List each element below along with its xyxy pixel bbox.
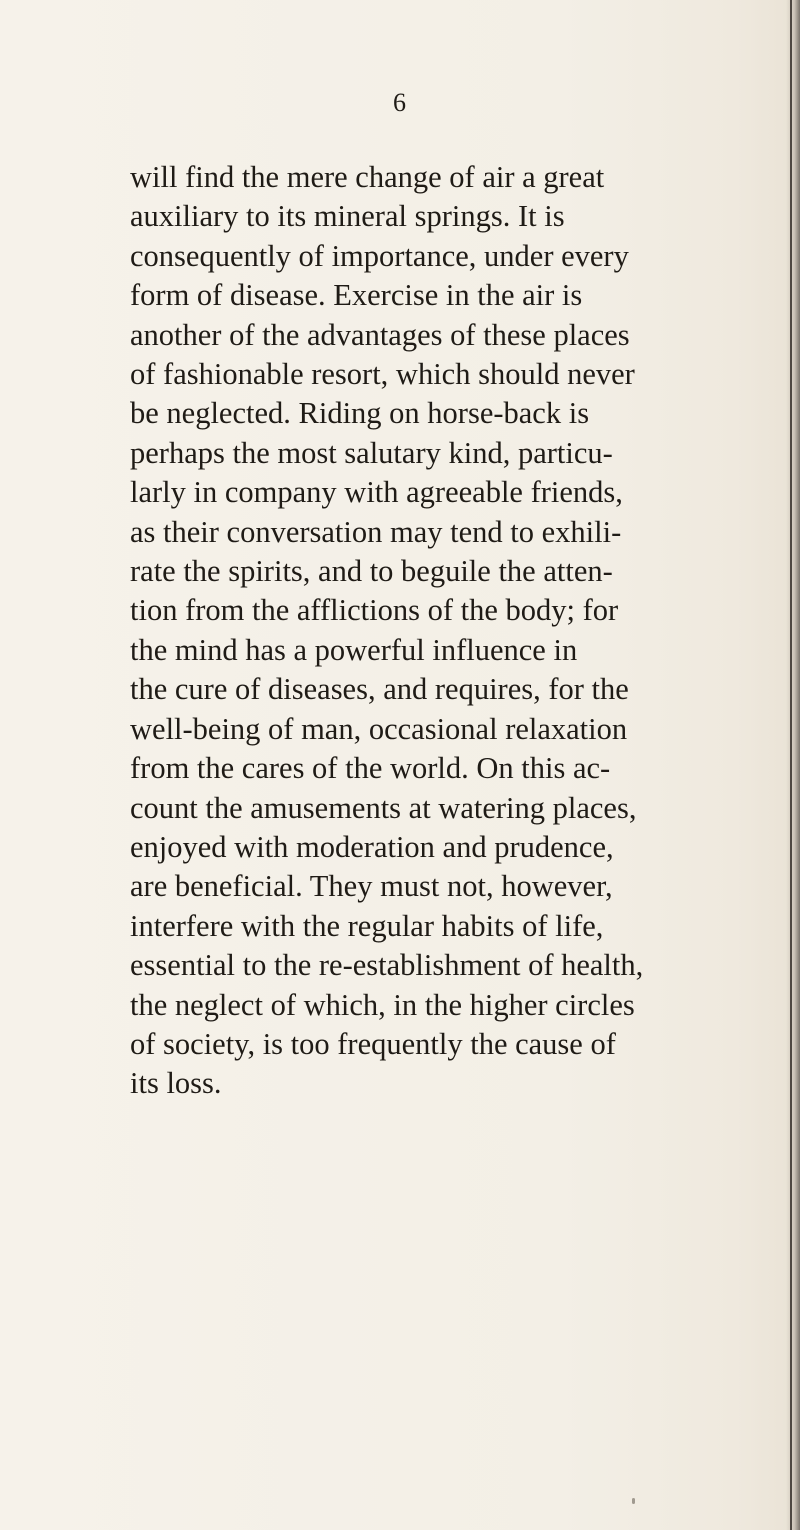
text-line: larly in company with agreeable friends, (130, 475, 623, 510)
text-line: count the amusements at watering places, (130, 790, 637, 825)
text-line: its loss. (130, 1066, 222, 1101)
text-line: the cure of diseases, and requires, for the (130, 672, 629, 707)
text-line: as their conversation may tend to exhili- (130, 514, 622, 549)
page-number: 6 (393, 88, 407, 117)
text-line: enjoyed with moderation and prudence, (130, 829, 614, 864)
text-line: auxiliary to its mineral springs. It is (130, 199, 565, 234)
text-line: are beneficial. They must not, however, (130, 869, 613, 904)
text-line: be neglected. Riding on horse-back is (130, 396, 590, 431)
text-line: interfere with the regular habits of life, (130, 908, 604, 943)
text-line: from the cares of the world. On this ac- (130, 751, 611, 786)
text-line: of fashionable resort, which should never (130, 357, 635, 392)
text-line: tion from the afflictions of the body; for (130, 593, 619, 628)
text-line: consequently of importance, under every (130, 238, 629, 273)
body-paragraph (130, 158, 780, 1104)
text-line: of society, is too frequently the cause of (130, 1026, 616, 1061)
text-line: perhaps the most salutary kind, particu- (130, 435, 613, 470)
text-line: the mind has a powerful influence in (130, 632, 578, 667)
text-line: the neglect of which, in the higher circles (130, 987, 635, 1022)
page-edge-shadow (786, 0, 800, 1530)
text-line: well-being of man, occasional relaxation (130, 711, 628, 746)
paper-speck (632, 1498, 635, 1504)
binding-edge-line (790, 0, 792, 1530)
text-line: form of disease. Exercise in the air is (130, 278, 583, 313)
text-line: will find the mere change of air a great (130, 160, 605, 194)
text-line: essential to the re-establishment of health, (130, 948, 644, 983)
text-line: another of the advantages of these places (130, 317, 630, 352)
text-line: rate the spirits, and to beguile the atten- (130, 554, 613, 589)
